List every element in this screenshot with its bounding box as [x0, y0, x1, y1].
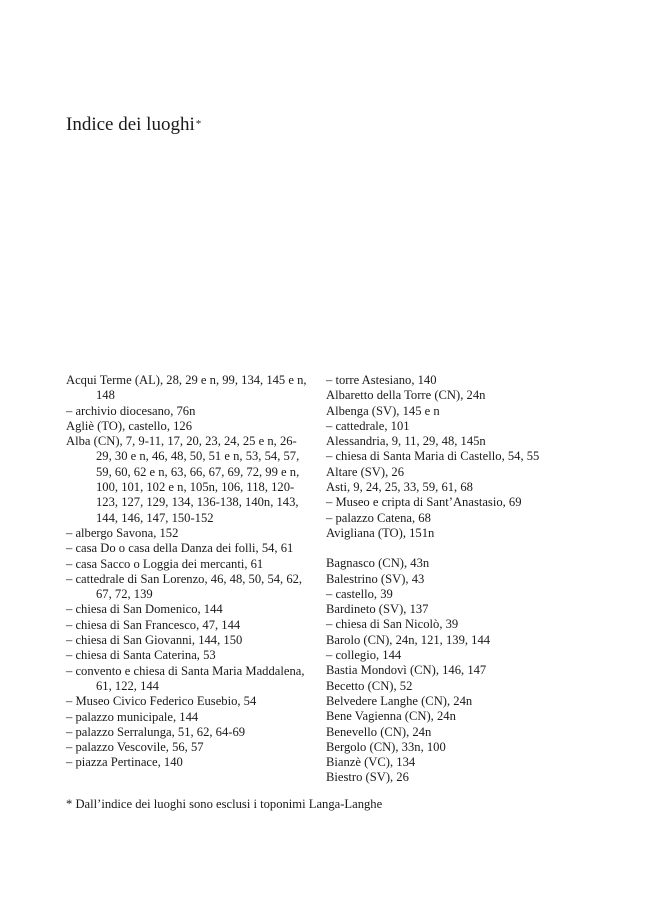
index-entry: Alba (CN), 7, 9-11, 17, 20, 23, 24, 25 e n, 26-29, 30 e n, 46, 48, 50, 51 e n, 53, 54, 57, 59, 60, 62 e n, 63, 66, 67, 69, 72, 99 e n, 100, 101, 102 e n, 105n, 106, 118, 120-123, 127, 129, 134, 136-138, 140n, 143, 144, 146, 147, 150-152	[66, 434, 300, 525]
index-entry: – cattedrale, 101	[326, 418, 410, 433]
index-entry: Becetto (CN), 52	[326, 678, 413, 693]
index-entry: Albaretto della Torre (CN), 24n	[326, 388, 486, 403]
index-entry: Acqui Terme (AL), 28, 29 e n, 99, 134, 145 e n, 148	[66, 373, 307, 403]
index-entry: – palazzo Vescovile, 56, 57	[66, 740, 204, 755]
index-entry: Agliè (TO), castello, 126	[66, 418, 193, 433]
index-entry: Alessandria, 9, 11, 29, 48, 145n	[326, 434, 486, 449]
index-entry: – casa Do o casa della Danza dei folli, 54, 61	[66, 541, 294, 556]
index-entry: Altare (SV), 26	[326, 464, 404, 479]
page-title	[66, 112, 201, 138]
index-entry: – piazza Pertinace, 140	[66, 755, 183, 770]
index-entry: – casa Sacco o Loggia dei mercanti, 61	[66, 556, 264, 571]
index-entry: Biestro (SV), 26	[326, 770, 409, 785]
index-entry: Avigliana (TO), 151n	[326, 525, 435, 540]
index-group-b	[326, 556, 616, 785]
index-entry: – castello, 39	[326, 586, 393, 601]
footnote-marker: *	[195, 118, 202, 130]
index-entry: – palazzo municipale, 144	[66, 709, 199, 724]
index-entry: Benevello (CN), 24n	[326, 724, 432, 739]
index-entry: – archivio diocesano, 76n	[66, 403, 196, 418]
index-column-left	[66, 373, 311, 771]
index-entry: Bene Vagienna (CN), 24n	[326, 709, 456, 724]
index-entry: Belvedere Langhe (CN), 24n	[326, 693, 473, 708]
index-entry: – chiesa di San Nicolò, 39	[326, 617, 459, 632]
index-entry: – chiesa di San Giovanni, 144, 150	[66, 633, 243, 648]
index-entry: – chiesa di San Francesco, 47, 144	[66, 617, 241, 632]
group-separator	[326, 541, 616, 556]
index-entry: Bagnasco (CN), 43n	[326, 556, 430, 571]
index-entry: Bardineto (SV), 137	[326, 602, 429, 617]
index-entry: Bastia Mondovì (CN), 146, 147	[326, 663, 487, 678]
index-entry: Barolo (CN), 24n, 121, 139, 144	[326, 632, 491, 647]
index-entry: Asti, 9, 24, 25, 33, 59, 61, 68	[326, 480, 473, 495]
index-entry: – Museo Civico Federico Eusebio, 54	[66, 694, 257, 709]
index-group-a	[326, 373, 616, 541]
index-entry: – Museo e cripta di Sant’Anastasio, 69	[326, 495, 522, 510]
index-entry: Bianzè (VC), 134	[326, 755, 416, 770]
index-entry: – collegio, 144	[326, 648, 402, 663]
page-title-text: Indice dei luoghi	[66, 114, 195, 135]
index-entry: Balestrino (SV), 43	[326, 571, 425, 586]
index-entry: – convento e chiesa di Santa Maria Maddalena, 61, 122, 144	[66, 663, 305, 693]
index-entry: Albenga (SV), 145 e n	[326, 403, 440, 418]
index-entry: – palazzo Serralunga, 51, 62, 64-69	[66, 724, 246, 739]
index-entry: – palazzo Catena, 68	[326, 510, 431, 525]
footnote: * Dall’indice dei luoghi sono esclusi i toponimi Langa-Langhe	[66, 797, 383, 811]
index-entry: – cattedrale di San Lorenzo, 46, 48, 50, 54, 62, 67, 72, 139	[66, 571, 303, 602]
index-entry: – chiesa di Santa Caterina, 53	[66, 648, 216, 663]
index-entry: – albergo Savona, 152	[66, 525, 179, 540]
index-entry: Bergolo (CN), 33n, 100	[326, 739, 446, 754]
index-entry: – torre Astesiano, 140	[326, 373, 437, 387]
index-entry: – chiesa di San Domenico, 144	[66, 602, 223, 617]
index-entry: – chiesa di Santa Maria di Castello, 54, 55	[326, 449, 540, 464]
index-column-right	[326, 373, 616, 786]
